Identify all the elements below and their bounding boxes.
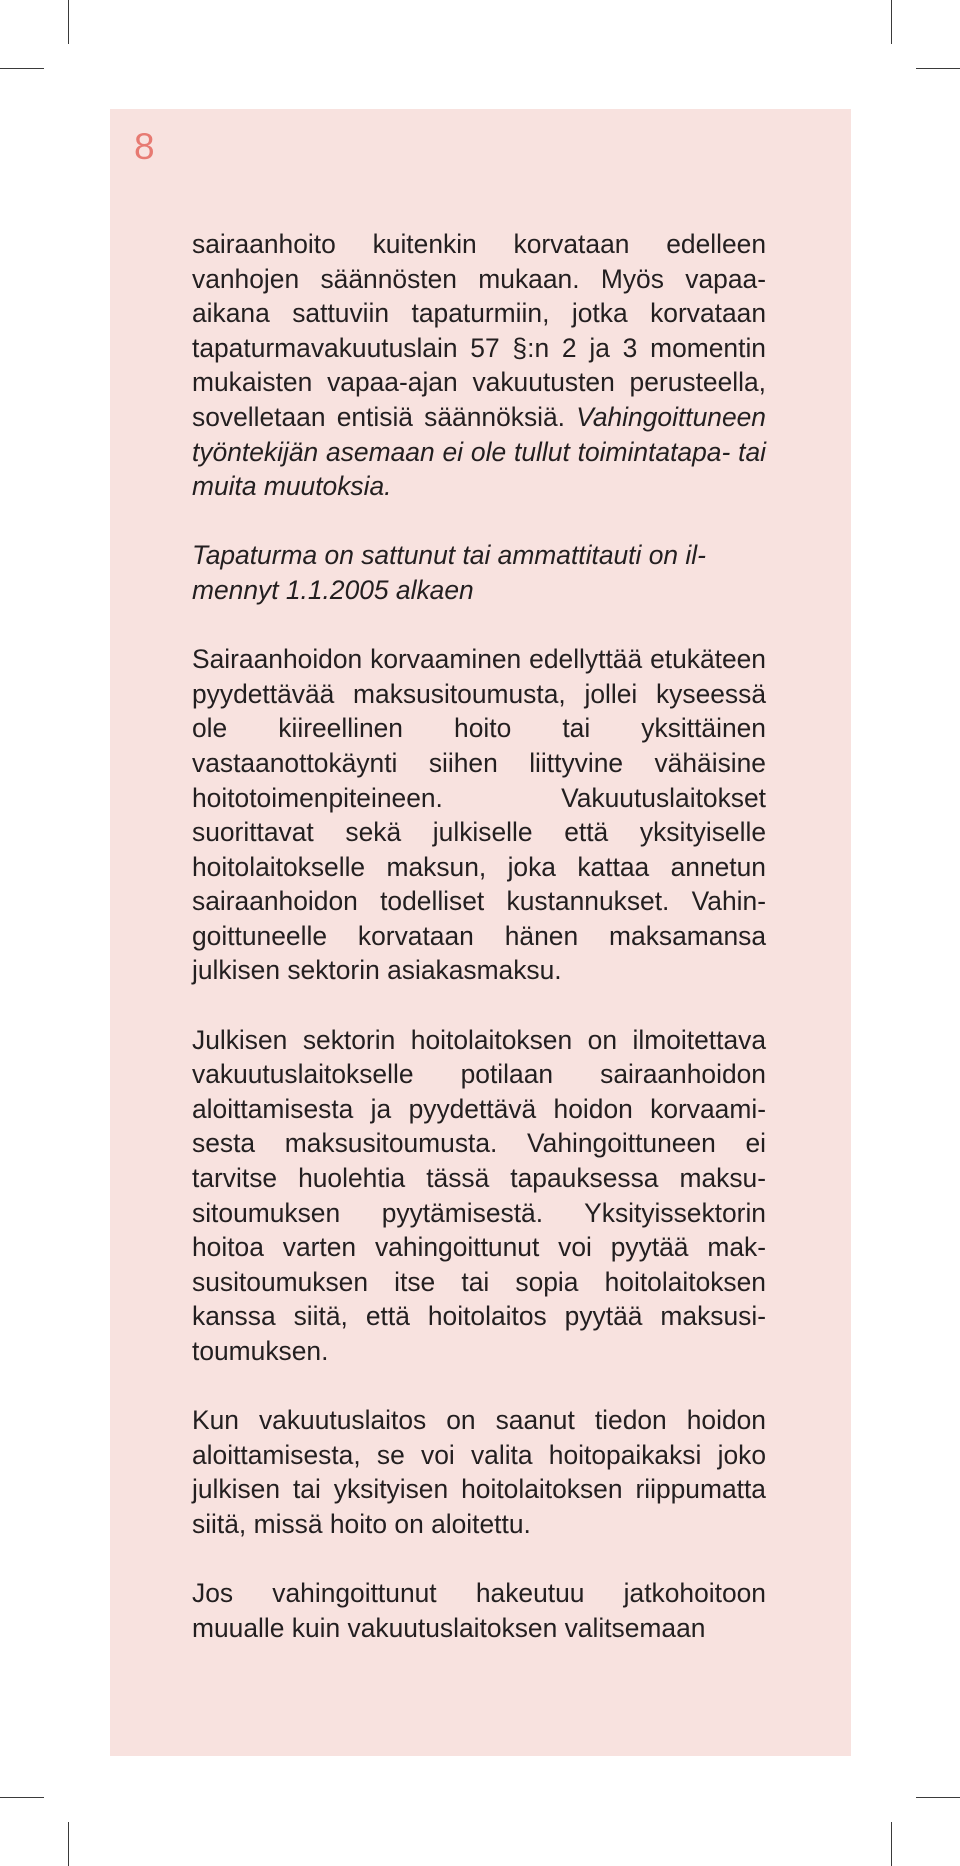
paragraph-1 xyxy=(192,227,766,504)
paragraph-1-italic-text: Vahingoittuneen työntekijän asemaan ei ole tullut toimintatapa- tai muita muutoksia. xyxy=(192,401,766,502)
crop-mark-bottom-right-horizontal xyxy=(916,1797,960,1798)
paragraph-5: Jos vahingoittunut hakeutuu jatkohoitoon muualle kuin vakuutuslaitoksen valitsemaan xyxy=(192,1578,766,1643)
body-text xyxy=(192,227,766,1680)
crop-mark-top-left-horizontal xyxy=(0,68,44,69)
page-panel xyxy=(110,109,851,1756)
crop-mark-top-right-horizontal xyxy=(916,68,960,69)
paragraph-1-text: sairaanhoito kuitenkin korvataan edelleen vanhojen säännösten mukaan. Myös vapaa-aikana sattuviin tapaturmiin, jotka korvataan tapaturmavakuutuslain 57 §:n 2 ja 3 momentin mukaisten vapaa-ajan vakuutusten perusteella, sovelletaan entisiä säännöksiä. xyxy=(192,229,766,432)
page-number: 8 xyxy=(134,126,155,167)
paragraph-3: Julkisen sektorin hoitolaitoksen on ilmoitettava vakuutuslaitokselle potilaan sairaanhoidon aloittamisesta ja pyydettävä hoidon korvaamisesta maksusitoumusta. Vahingoittuneen ei tarvitse huolehtia tässä tapauksessa maksusitoumuksen pyytämisestä. Yksityissektorin hoitoa varten vahingoittunut voi pyytää maksusitoumuksen itse tai sopia hoitolaitoksen kanssa siitä, että hoitolaitos pyytää maksusitoumuksen. xyxy=(192,1024,766,1366)
crop-mark-bottom-left-vertical xyxy=(68,1822,69,1866)
crop-mark-bottom-left-horizontal xyxy=(0,1797,44,1798)
paragraph-4: Kun vakuutuslaitos on saanut tiedon hoidon aloittamisesta, se voi valita hoitopaikaksi joko julkisen tai yksityisen hoitolaitoksen riippumatta siitä, missä hoito on aloitettu. xyxy=(192,1405,766,1539)
crop-mark-top-left-vertical xyxy=(68,0,69,44)
section-heading: Tapaturma on sattunut tai ammattitauti on ilmennyt 1.1.2005 alkaen xyxy=(192,540,706,605)
crop-mark-bottom-right-vertical xyxy=(891,1822,892,1866)
crop-mark-top-right-vertical xyxy=(891,0,892,44)
paragraph-2: Sairaanhoidon korvaaminen edellyttää etukäteen pyydettävää maksusitoumusta, jollei kyseessä ole kiireellinen hoito tai yksittäinen vastaanottokäynti siihen liittyvine vähäisine hoitotoimenpiteineen. Vakuutuslaitokset suorittavat sekä julkiselle että yksityiselle hoitolaitokselle maksun, joka kattaa annetun sairaanhoidon todelliset kustannukset. Vahingoittuneelle korvataan hänen maksamansa julkisen sektorin asiakasmaksu. xyxy=(192,644,766,986)
